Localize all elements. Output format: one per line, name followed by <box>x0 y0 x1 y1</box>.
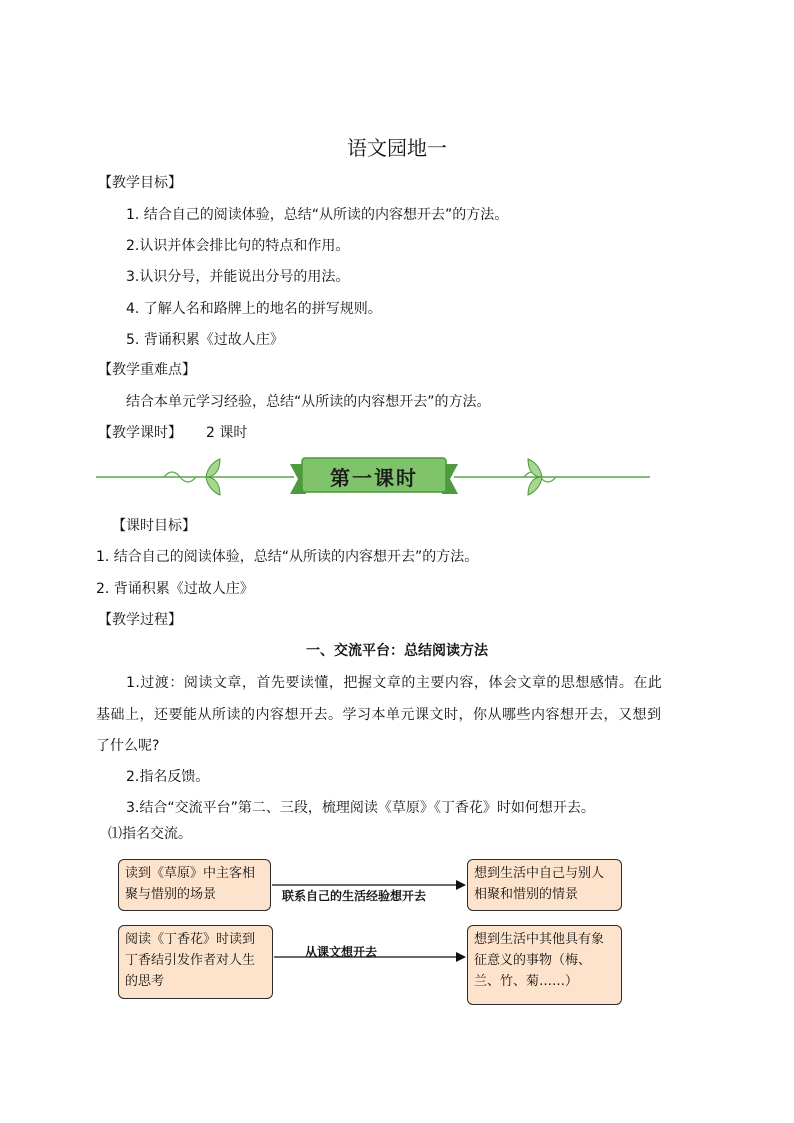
goal-item: 2.认识并体会排比句的特点和作用。 <box>126 238 350 254</box>
banner-title: 第一课时 <box>330 466 418 490</box>
periods-value: 2 课时 <box>206 425 248 441</box>
lesson-goal-item: 1. 结合自己的阅读体验，总结“从所读的内容想开去”的方法。 <box>96 549 479 565</box>
lesson-goal-item: 2. 背诵积累《过故人庄》 <box>96 581 254 597</box>
lesson-banner <box>94 454 654 500</box>
flow-box-source-2: 阅读《丁香花》时读到丁香结引发作者对人生的思考 <box>118 925 273 999</box>
paragraph-line: 3.结合“交流平台”第二、三段，梳理阅读《草原》《丁香花》时如何想开去。 <box>126 800 595 816</box>
flow-arrow-label-2: 从课文想开去 <box>305 945 378 959</box>
goal-item: 3.认识分号，并能说出分号的用法。 <box>126 269 350 285</box>
flow-arrow-label-1: 联系自己的生活经验想开去 <box>282 889 427 903</box>
section-heading-lesson-goals: 【课时目标】 <box>112 518 196 534</box>
paragraph-line: ⑴指名交流。 <box>108 826 192 842</box>
section-heading-periods: 【教学课时】 <box>98 425 182 441</box>
goal-item: 4. 了解人名和路牌上的地名的拼写规则。 <box>126 301 382 317</box>
part-title: 一、交流平台：总结阅读方法 <box>306 643 488 659</box>
paragraph-line: 了什么呢? <box>96 738 160 754</box>
key-points-text: 结合本单元学习经验，总结“从所读的内容想开去”的方法。 <box>126 394 491 410</box>
section-heading-key-points: 【教学重难点】 <box>98 362 196 378</box>
flow-box-result-1: 想到生活中自己与别人相聚和惜别的情景 <box>467 859 622 911</box>
flow-box-result-2: 想到生活中其他具有象征意义的事物（梅、兰、竹、菊……） <box>467 925 622 1005</box>
page-title: 语文园地一 <box>347 136 447 160</box>
goal-item: 5. 背诵积累《过故人庄》 <box>126 332 284 348</box>
section-heading-process: 【教学过程】 <box>98 612 182 628</box>
section-heading-goals: 【教学目标】 <box>98 175 182 191</box>
paragraph-line: 1.过渡：阅读文章，首先要读懂，把握文章的主要内容，体会文章的思想感情。在此 <box>126 675 663 691</box>
paragraph-line: 基础上，还要能从所读的内容想开去。学习本单元课文时，你从哪些内容想开去，又想到 <box>96 707 662 723</box>
paragraph-line: 2.指名反馈。 <box>126 769 210 785</box>
flow-box-source-1: 读到《草原》中主客相聚与惜别的场景 <box>118 859 271 911</box>
goal-item: 1. 结合自己的阅读体验，总结“从所读的内容想开去”的方法。 <box>126 207 509 223</box>
